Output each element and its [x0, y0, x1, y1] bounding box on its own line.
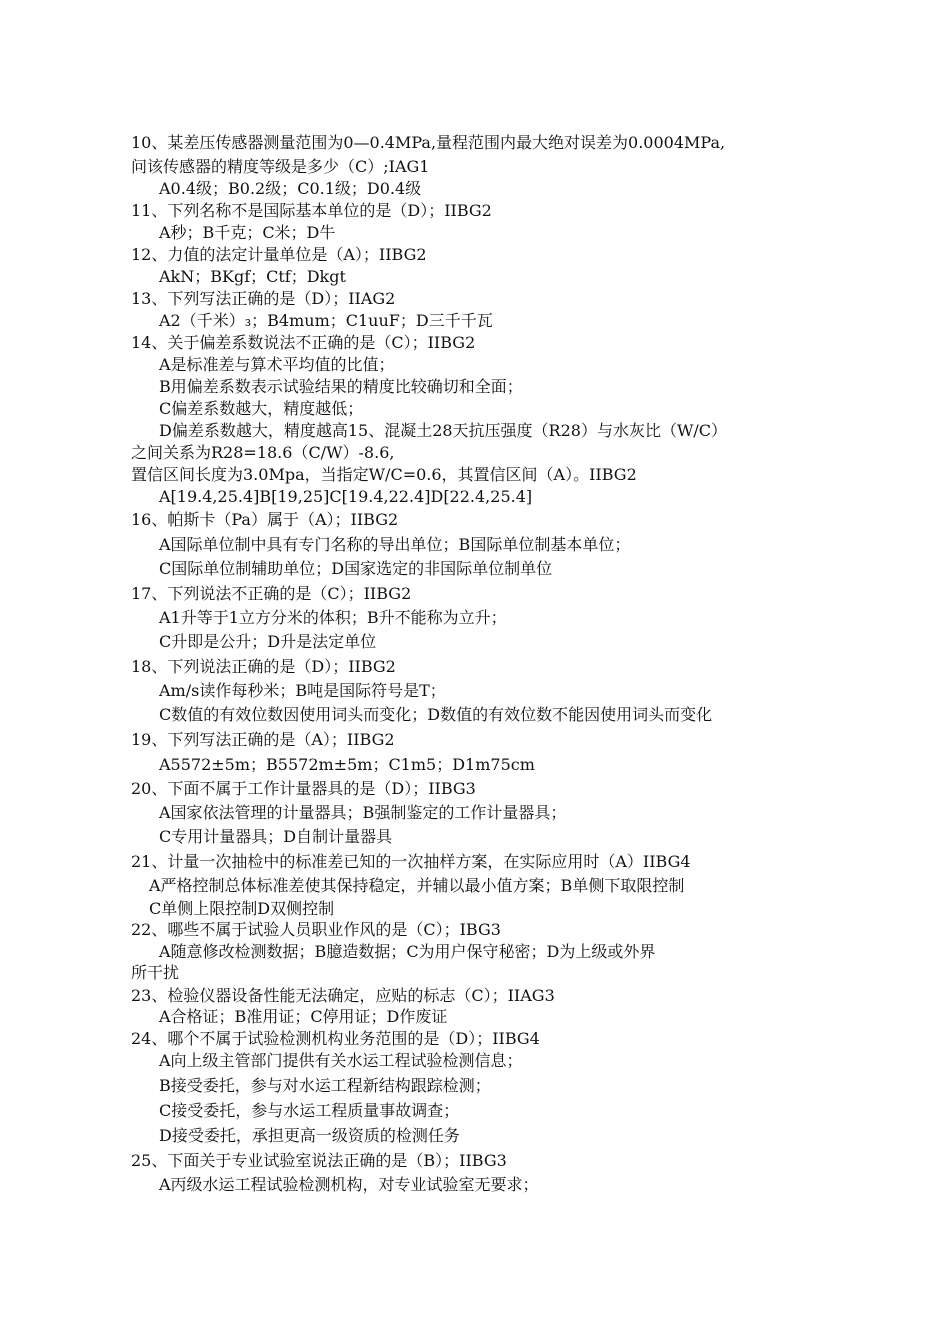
question-12-options: AkN；BKgf；Ctf；Dkgt — [159, 267, 346, 286]
question-10-line-2: 问该传感器的精度等级是多少（C）;IAG1 — [131, 157, 430, 176]
question-14: 14、关于偏差系数说法不正确的是（C）；IIBG2 — [131, 333, 476, 352]
question-16-options-cd: C国际单位制辅助单位；D国家选定的非国际单位制单位 — [159, 559, 553, 578]
question-24-option-c: C接受委托，参与水运工程质量事故调查； — [159, 1101, 460, 1120]
question-22-options: A随意修改检测数据；B臆造数据；C为用户保守秘密；D为上级或外界 — [159, 942, 656, 961]
question-24-option-a: A向上级主管部门提供有关水运工程试验检测信息； — [159, 1051, 523, 1070]
question-22-options-cont: 所干扰 — [131, 963, 180, 982]
question-20: 20、下面不属于工作计量器具的是（D）；IIBG3 — [131, 779, 476, 798]
question-13: 13、下列写法正确的是（D）；IIAG2 — [131, 289, 396, 308]
question-24-option-d: D接受委托，承担更高一级资质的检测任务 — [159, 1126, 460, 1145]
question-25: 25、下面关于专业试验室说法正确的是（B）；IIBG3 — [131, 1151, 507, 1170]
question-17-options-ab: A1升等于1立方分米的体积；B升不能称为立升； — [159, 608, 507, 627]
question-14-option-c: C偏差系数越大，精度越低； — [159, 399, 364, 418]
question-11-options: A秒；B千克；C米；D牛 — [159, 223, 336, 242]
question-23: 23、检验仪器设备性能无法确定，应贴的标志（C）；IIAG3 — [131, 986, 555, 1005]
question-15-line-2: 之间关系为R28=18.6（C/W）-8.6, — [131, 443, 395, 462]
question-25-option-a: A丙级水运工程试验检测机构，对专业试验室无要求； — [159, 1175, 539, 1194]
question-21-options-ab: A严格控制总体标准差使其保持稳定，并辅以最小值方案；B单侧下取限控制 — [149, 876, 685, 895]
question-24-option-b: B接受委托，参与对水运工程新结构跟踪检测； — [159, 1076, 491, 1095]
question-16-options-ab: A国际单位制中具有专门名称的导出单位；B国际单位制基本单位； — [159, 535, 631, 554]
question-12: 12、力值的法定计量单位是（A）；IIBG2 — [131, 245, 427, 264]
question-15-options: A[19.4,25.4]B[19,25]C[19.4,22.4]D[22.4,25.4] — [159, 487, 533, 506]
question-14-option-d-question-15: D偏差系数越大，精度越高15、混凝土28天抗压强度（R28）与水灰比（W/C） — [159, 421, 728, 440]
question-17-options-cd: C升即是公升；D升是法定单位 — [159, 632, 377, 651]
question-13-options: A2（千米）₃；B4mum；C1uuF；D三千千瓦 — [159, 311, 493, 330]
question-14-option-a: A是标准差与算术平均值的比值； — [159, 355, 395, 374]
question-14-option-b: B用偏差系数表示试验结果的精度比较确切和全面； — [159, 377, 523, 396]
question-18-options-ab: Am/s读作每秒米；B吨是国际符号是T； — [159, 681, 446, 700]
question-18: 18、下列说法正确的是（D）；IIBG2 — [131, 657, 396, 676]
question-20-options-cd: C专用计量器具；D自制计量器具 — [159, 827, 393, 846]
question-17: 17、下列说法不正确的是（C）；IIBG2 — [131, 584, 412, 603]
question-11: 11、下列名称不是国际基本单位的是（D）；IIBG2 — [131, 201, 492, 220]
question-22: 22、哪些不属于试验人员职业作风的是（C）；IBG3 — [131, 920, 501, 939]
question-19: 19、下列写法正确的是（A）；IIBG2 — [131, 730, 395, 749]
question-23-options: A合格证；B准用证；C停用证；D作废证 — [159, 1007, 448, 1026]
question-10-options: A0.4级；B0.2级；C0.1级；D0.4级 — [159, 179, 422, 198]
question-19-options: A5572±5m；B5572m±5m；C1m5；D1m75cm — [159, 755, 535, 774]
question-16: 16、帕斯卡（Pa）属于（A）；IIBG2 — [131, 510, 399, 529]
question-24: 24、哪个不属于试验检测机构业务范围的是（D）；IIBG4 — [131, 1029, 540, 1048]
question-21: 21、计量一次抽检中的标准差已知的一次抽样方案，在实际应用时（A）IIBG4 — [131, 852, 691, 871]
question-15-line-3: 置信区间长度为3.0Mpa，当指定W/C=0.6，其置信区间（A）。IIBG2 — [131, 465, 637, 484]
question-18-options-cd: C数值的有效位数因使用词头而变化；D数值的有效位数不能因使用词头而变化 — [159, 705, 713, 724]
question-21-options-cd: C单侧上限控制D双侧控制 — [149, 899, 335, 918]
question-20-options-ab: A国家依法管理的计量器具；B强制鉴定的工作计量器具； — [159, 803, 567, 822]
question-10-line-1: 10、某差压传感器测量范围为0—0.4MPa,量程范围内最大绝对误差为0.0004MPa, — [131, 133, 726, 152]
